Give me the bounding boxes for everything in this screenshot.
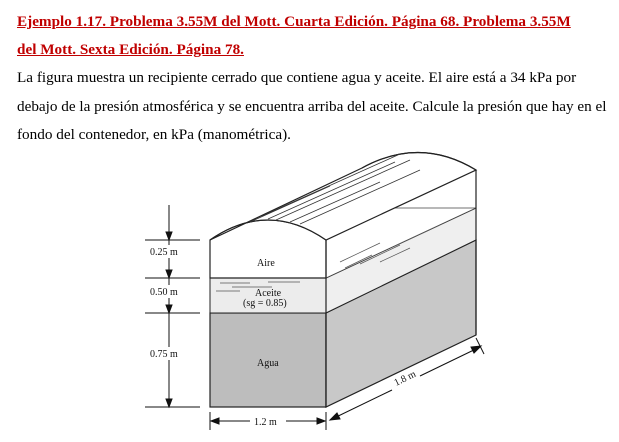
dim-length-label: 1.8 m: [392, 368, 418, 389]
dim-oil-label: 0.50 m: [150, 287, 178, 298]
problem-statement: La figura muestra un recipiente cerrado que contiene agua y aceite. El aire está a 34 kPa por debajo de la presión atmosférica y se encuentra arriba del aceite. Calcule la presión que hay en el fondo del contenedor, en kPa (manométrica).: [17, 69, 607, 143]
dim-air-label: 0.25 m: [150, 247, 178, 258]
water-label: Agua: [257, 358, 279, 369]
dim-water-label: 0.75 m: [150, 349, 178, 360]
oil-sg-label: (sg = 0.85): [243, 298, 287, 309]
oil-label: Aceite: [255, 288, 282, 299]
dim-width-label: 1.2 m: [254, 417, 277, 428]
air-label: Aire: [257, 258, 275, 269]
title-line-1: Ejemplo 1.17. Problema 3.55M del Mott. Cuarta Edición. Página 68. Problema 3.55M: [17, 13, 571, 30]
title-line-2: del Mott. Sexta Edición. Página 78.: [17, 41, 244, 58]
vertical-dimension: [145, 205, 200, 407]
